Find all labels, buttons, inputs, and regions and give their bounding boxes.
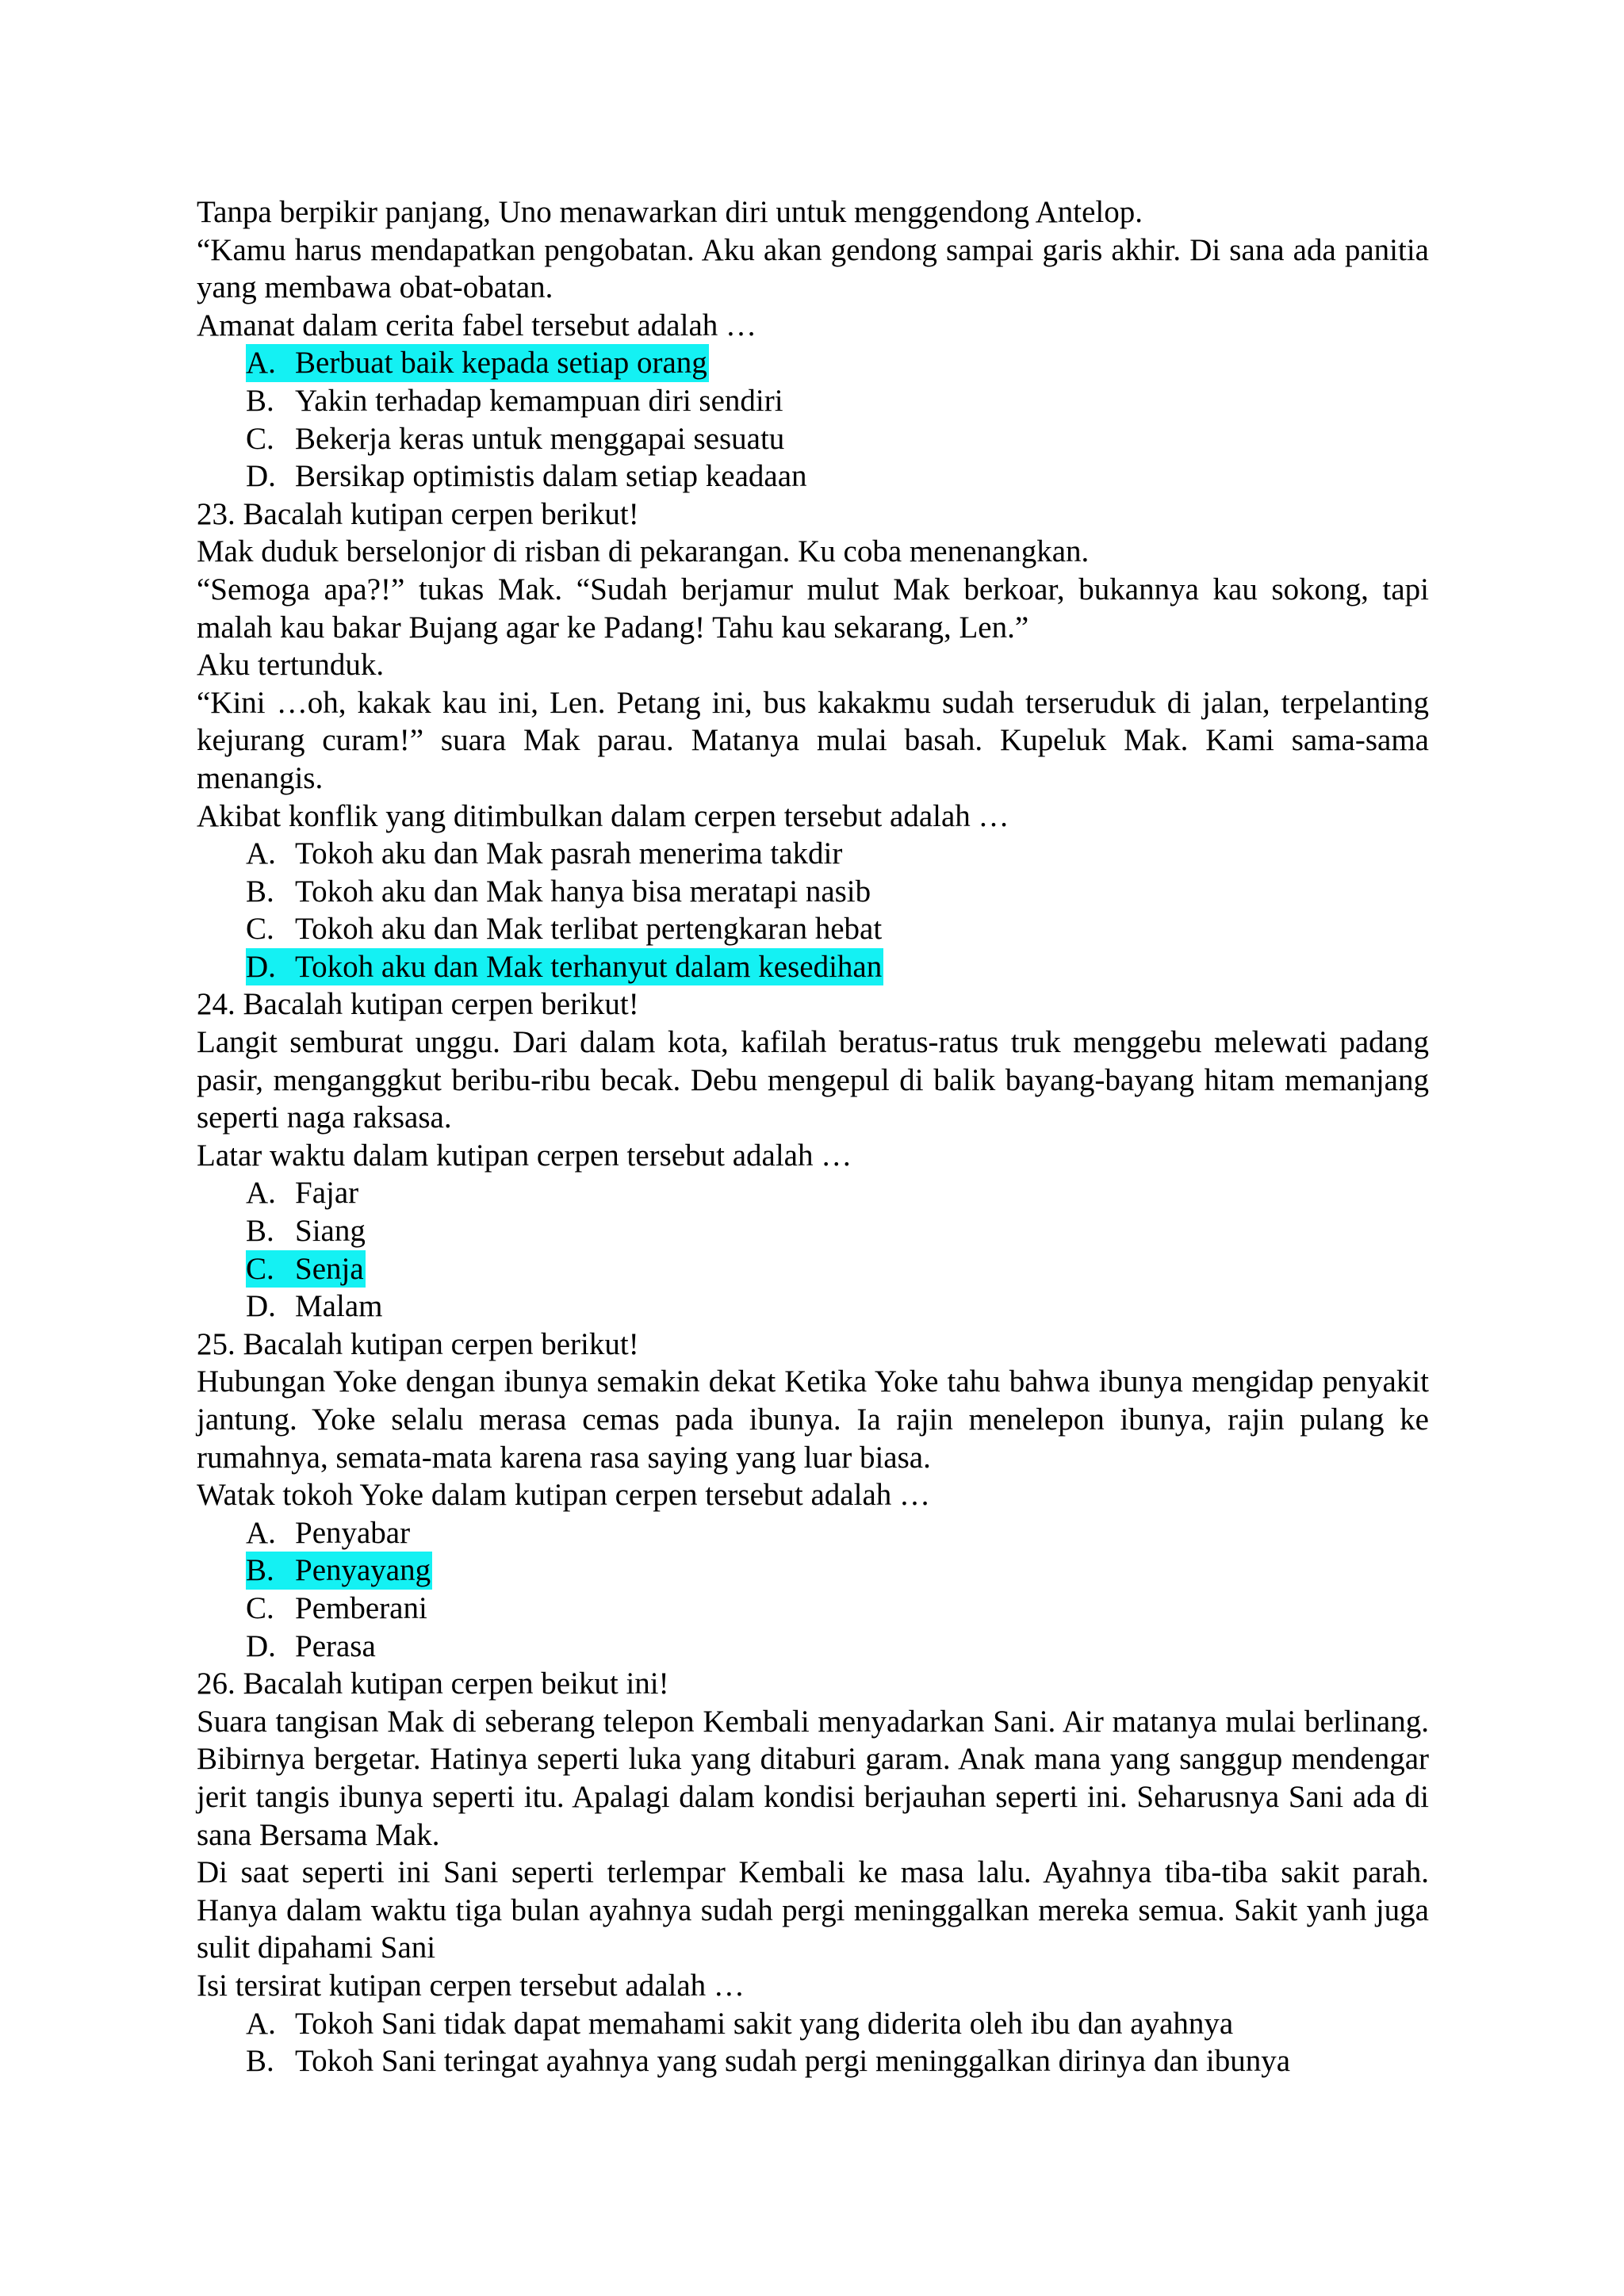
question-heading: 26. Bacalah kutipan cerpen beikut ini! (197, 1667, 669, 1701)
question-prompt: Watak tokoh Yoke dalam kutipan cerpen tersebut adalah … (197, 1478, 931, 1513)
story-paragraph: “Kamu harus mendapatkan pengobatan. Aku akan gendong sampai garis akhir. Di sana ada panitia yang membawa obat-obatan. (197, 232, 1429, 305)
story-paragraph: Langit semburat unggu. Dari dalam kota, kafilah beratus-ratus truk menggebu melewati padang pasir, menganggkut beribu-ribu becak. Debu mengepul di balik bayang-bayang hitam memanjang seperti naga raksasa. (197, 1025, 1429, 1135)
question-24 (197, 985, 1429, 1325)
question-23 (197, 496, 1429, 986)
question-heading: 25. Bacalah kutipan cerpen berikut! (197, 1326, 639, 1361)
option-a: A. Fajar (246, 1176, 359, 1211)
option-d: D. Perasa (246, 1628, 376, 1663)
option-c: C. Tokoh aku dan Mak terlibat pertengkaran hebat (246, 912, 883, 947)
story-paragraph: Di saat seperti ini Sani seperti terlempar Kembali ke masa lalu. Ayahnya tiba-tiba sakit parah. Hanya dalam waktu tiga bulan ayahnya sudah pergi meninggalkan mereka semua. Sakit yanh juga sulit dipahami Sani (197, 1855, 1429, 1965)
option-b: B. Siang (246, 1214, 366, 1249)
question-26 (197, 1665, 1429, 2080)
question-heading: 23. Bacalah kutipan cerpen berikut! (197, 496, 639, 531)
story-paragraph: Suara tangisan Mak di seberang telepon Kembali menyadarkan Sani. Air matanya mulai berlinang. Bibirnya bergetar. Hatinya seperti luka yang ditaburi garam. Anak mana yang sanggup mendengar jerit tangis ibunya seperti itu. Apalagi dalam kondisi berjauhan seperti ini. Seharusnya Sani ada di sana Bersama Mak. (197, 1704, 1429, 1852)
option-a: A. Berbuat baik kepada setiap orang (246, 344, 1429, 382)
option-c: C. Pemberani (246, 1590, 427, 1625)
option-b: B. Penyayang (246, 1552, 1429, 1590)
option-a: A. Penyabar (246, 1515, 411, 1550)
document-page (197, 193, 1429, 2080)
question-heading: 24. Bacalah kutipan cerpen berikut! (197, 987, 639, 1022)
option-a: A. Tokoh aku dan Mak pasrah menerima takdir (246, 836, 843, 871)
option-c: C. Bekerja keras untuk menggapai sesuatu (246, 421, 785, 456)
answer-options (197, 1174, 1429, 1325)
option-c: C. Senja (246, 1250, 1429, 1288)
answer-options (197, 835, 1429, 985)
option-d: D. Tokoh aku dan Mak terhanyut dalam kesedihan (246, 948, 1429, 986)
question-22-tail (197, 193, 1429, 496)
option-d: D. Bersikap optimistis dalam setiap keadaan (246, 459, 807, 494)
answer-options (197, 1514, 1429, 1665)
answer-options (197, 2005, 1429, 2080)
story-paragraph: Mak duduk berselonjor di risban di pekarangan. Ku coba menenangkan. (197, 534, 1090, 569)
story-paragraph: Aku tertunduk. (197, 648, 385, 683)
option-b: B. Tokoh Sani teringat ayahnya yang sudah pergi meninggalkan dirinya dan ibunya (246, 2044, 1291, 2079)
question-prompt: Isi tersirat kutipan cerpen tersebut adalah … (197, 1968, 745, 2003)
story-paragraph: “Kini …oh, kakak kau ini, Len. Petang ini, bus kakakmu sudah terseruduk di jalan, terpelanting kejurang curam!” suara Mak parau. Matanya mulai basah. Kupeluk Mak. Kami sama-sama menangis. (197, 685, 1429, 795)
option-a: A. Tokoh Sani tidak dapat memahami sakit yang diderita oleh ibu dan ayahnya (246, 2006, 1234, 2041)
question-prompt: Amanat dalam cerita fabel tersebut adalah … (197, 308, 756, 342)
question-25 (197, 1326, 1429, 1665)
option-d: D. Malam (246, 1289, 383, 1324)
question-prompt: Akibat konflik yang ditimbulkan dalam cerpen tersebut adalah … (197, 798, 1009, 833)
option-b: B. Yakin terhadap kemampuan diri sendiri (246, 383, 783, 418)
story-paragraph: Tanpa berpikir panjang, Uno menawarkan diri untuk menggendong Antelop. (197, 195, 1143, 229)
story-paragraph: Hubungan Yoke dengan ibunya semakin dekat Ketika Yoke tahu bahwa ibunya mengidap penyakit jantung. Yoke selalu merasa cemas pada ibunya. Ia rajin menelepon ibunya, rajin pulang ke rumahnya, semata-mata karena rasa saying yang luar biasa. (197, 1364, 1429, 1475)
story-paragraph: “Semoga apa?!” tukas Mak. “Sudah berjamur mulut Mak berkoar, bukannya kau sokong, tapi malah kau bakar Bujang agar ke Padang! Tahu kau sekarang, Len.” (197, 572, 1429, 645)
question-prompt: Latar waktu dalam kutipan cerpen tersebut adalah … (197, 1138, 852, 1173)
answer-options (197, 344, 1429, 495)
option-b: B. Tokoh aku dan Mak hanya bisa meratapi nasib (246, 874, 871, 909)
